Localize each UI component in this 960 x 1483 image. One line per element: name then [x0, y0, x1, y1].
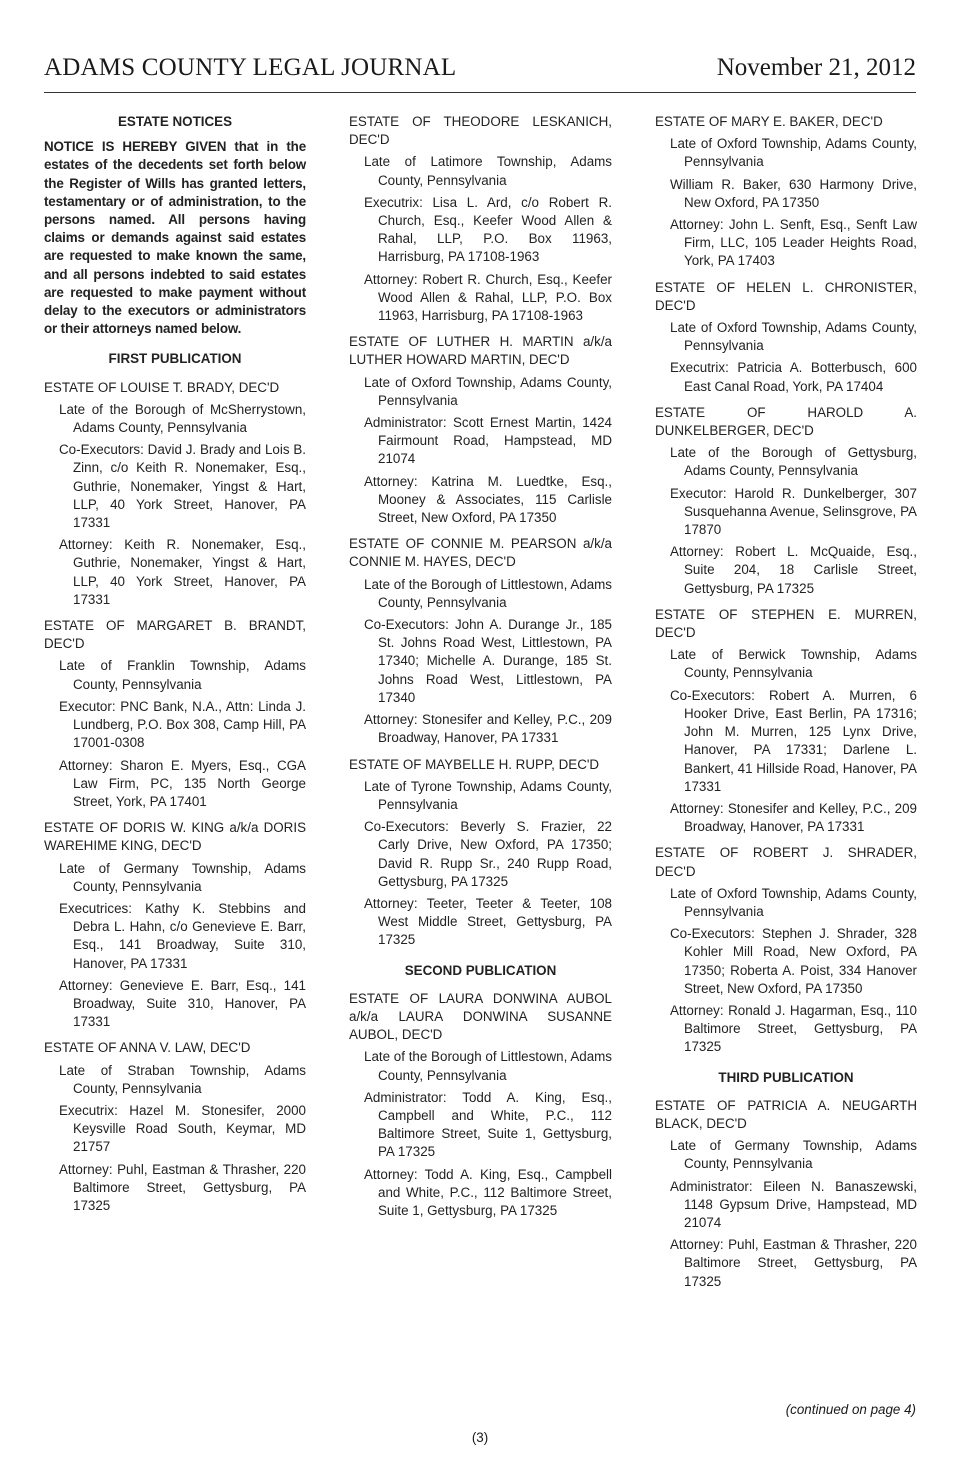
estate-detail: Administrator: Todd A. King, Esq., Campbell and White, P.C., 112 Baltimore Street, Suite 1, Gettysburg, PA 17325 — [364, 1089, 612, 1160]
estate-detail: Executrix: Lisa L. Ard, c/o Robert R. Church, Esq., Keefer Wood Allen & Rahal, LLP, P.O. Box 11963, Harrisburg, PA 17108-1963 — [364, 194, 612, 265]
estate-detail: Late of Tyrone Township, Adams County, Pennsylvania — [364, 778, 612, 812]
estate-detail: Late of Straban Township, Adams County, Pennsylvania — [59, 1062, 306, 1096]
estate-notice — [44, 617, 306, 811]
estate-title: ESTATE OF DORIS W. KING a/k/a DORIS WAREHIME KING, DEC'D — [44, 820, 306, 854]
estate-title: ESTATE OF LAURA DONWINA AUBOL a/k/a LAURA DONWINA SUSANNE AUBOL, DEC'D — [349, 990, 612, 1043]
estate-notice — [44, 1039, 306, 1215]
estate-detail: Co-Executors: Robert A. Murren, 6 Hooker Drive, East Berlin, PA 17316; John M. Murren, 125 Lynx Drive, Hanover, PA 17331; Darlene L. Bankert, 41 Hillside Road, Hanover, PA 17331 — [670, 687, 917, 794]
estate-detail: Late of Oxford Township, Adams County, Pennsylvania — [364, 374, 612, 408]
estate-detail: Late of the Borough of McSherrystown, Adams County, Pennsylvania — [59, 401, 306, 436]
estate-detail: Late of Berwick Township, Adams County, Pennsylvania — [670, 647, 917, 681]
estate-detail: Late of Oxford Township, Adams County, Pennsylvania — [670, 136, 917, 170]
estate-detail: Co-Executors: Beverly S. Frazier, 22 Carly Drive, New Oxford, PA 17350; David R. Rupp Sr., 240 Rupp Road, Gettysburg, PA 17325 — [364, 819, 612, 889]
section-title: ESTATE NOTICES — [117, 114, 233, 129]
estate-title: ESTATE OF MARGARET B. BRANDT, DEC'D — [44, 618, 306, 652]
estate-notice — [655, 1097, 917, 1291]
estate-detail: Attorney: Ronald J. Hagarman, Esq., 110 Baltimore Street, Gettysburg, PA 17325 — [670, 1002, 917, 1055]
estate-detail: Executor: PNC Bank, N.A., Attn: Linda J. Lundberg, P.O. Box 308, Camp Hill, PA 17001-0308 — [59, 698, 306, 751]
estate-detail: Attorney: Sharon E. Myers, Esq., CGA Law Firm, PC, 135 North George Street, York, PA 17401 — [59, 757, 306, 809]
page-header — [44, 54, 916, 94]
continued-note: (continued on page 4) — [785, 1402, 916, 1417]
estate-detail: William R. Baker, 630 Harmony Drive, New Oxford, PA 17350 — [670, 176, 917, 210]
estate-title: ESTATE OF PATRICIA A. NEUGARTH BLACK, DEC'D — [655, 1097, 917, 1131]
estate-notice — [349, 535, 612, 747]
intro-text: that in the estates of the decedents set forth below the Register of Wills has granted letters, testamentary or of administration, to the persons named. All persons having claims or demands against said estates are requested to make known the same, and all persons indebted to said estates are requested to make payment without delay to the executors or administrators or their attorneys named below. — [44, 139, 306, 337]
estate-detail: Attorney: Puhl, Eastman & Thrasher, 220 Baltimore Street, Gettysburg, PA 17325 — [670, 1237, 917, 1289]
estate-detail: Late of Germany Township, Adams County, Pennsylvania — [670, 1138, 917, 1172]
estate-detail: Attorney: Stonesifer and Kelley, P.C., 209 Broadway, Hanover, PA 17331 — [364, 712, 612, 746]
estate-detail: Attorney: Genevieve E. Barr, Esq., 141 Broadway, Suite 310, Hanover, PA 17331 — [59, 977, 306, 1030]
estate-title: ESTATE OF STEPHEN E. MURREN, DEC'D — [655, 606, 917, 641]
estate-detail: Administrator: Scott Ernest Martin, 1424 Fairmount Road, Hampstead, MD 21074 — [364, 415, 612, 467]
estate-detail: Late of Oxford Township, Adams County, Pennsylvania — [670, 885, 917, 919]
estate-detail: Co-Executors: Stephen J. Shrader, 328 Kohler Mill Road, New Oxford, PA 17350; Roberta A. Poist, 334 Hanover Street, New Oxford, PA 17350 — [670, 926, 917, 996]
column-3 — [655, 113, 917, 1299]
estate-detail: Late of Germany Township, Adams County, Pennsylvania — [59, 860, 306, 894]
estate-detail: Co-Executors: David J. Brady and Lois B. Zinn, c/o Keith R. Nonemaker, Esq., Guthrie, Nonemaker, Yingst & Hart, LLP, 40 York Street, Hanover, PA 17331 — [59, 442, 306, 531]
issue-date: November 21, 2012 — [716, 54, 916, 81]
estate-title: ESTATE OF LUTHER H. MARTIN a/k/a LUTHER HOWARD MARTIN, DEC'D — [349, 334, 612, 368]
column-2 — [349, 113, 612, 1228]
estate-notice — [655, 279, 917, 396]
estate-notice — [349, 990, 612, 1220]
intro-notice — [44, 138, 306, 338]
estate-title: ESTATE OF MAYBELLE H. RUPP, DEC'D — [349, 756, 600, 772]
estate-title: ESTATE OF MARY E. BAKER, DEC'D — [655, 114, 883, 129]
estate-title: ESTATE OF THEODORE LESKANICH, DEC'D — [349, 114, 612, 148]
estate-detail: Attorney: Robert R. Church, Esq., Keefer Wood Allen & Rahal, LLP, P.O. Box 11963, Harrisburg, PA 17108-1963 — [364, 271, 612, 324]
estate-detail: Executor: Harold R. Dunkelberger, 307 Susquehanna Avenue, Selinsgrove, PA 17870 — [670, 485, 917, 538]
publication-heading: THIRD PUBLICATION — [718, 1069, 854, 1085]
estate-detail: Executrix: Hazel M. Stonesifer, 2000 Keysville Road South, Keymar, MD 21757 — [59, 1102, 306, 1155]
estate-notice — [349, 113, 612, 325]
estate-title: ESTATE OF HAROLD A. DUNKELBERGER, DEC'D — [655, 404, 917, 439]
estate-notice — [349, 333, 612, 527]
estate-title: ESTATE OF ROBERT J. SHRADER, DEC'D — [655, 845, 917, 879]
estate-detail: Attorney: Puhl, Eastman & Thrasher, 220 Baltimore Street, Gettysburg, PA 17325 — [59, 1161, 306, 1213]
estate-detail: Late of the Borough of Littlestown, Adams County, Pennsylvania — [364, 1049, 612, 1083]
estate-notice — [44, 379, 306, 609]
publication-heading: SECOND PUBLICATION — [404, 962, 557, 978]
header-rule — [44, 92, 916, 93]
estate-notice — [44, 819, 306, 1031]
estate-detail: Late of the Borough of Littlestown, Adams County, Pennsylvania — [364, 576, 612, 610]
publication-heading: FIRST PUBLICATION — [108, 351, 242, 367]
estate-detail: Attorney: Keith R. Nonemaker, Esq., Guthrie, Nonemaker, Yingst & Hart, LLP, 40 York Street, Hanover, PA 17331 — [59, 537, 306, 607]
estate-detail: Attorney: Katrina M. Luedtke, Esq., Mooney & Associates, 115 Carlisle Street, New Oxford, PA 17350 — [364, 473, 612, 526]
estate-notice — [655, 606, 917, 836]
estate-notice — [349, 756, 612, 950]
estate-detail: Attorney: John L. Senft, Esq., Senft Law Firm, LLC, 105 Leader Heights Road, York, PA 17403 — [670, 217, 917, 269]
estate-detail: Attorney: Todd A. King, Esq., Campbell and White, P.C., 112 Baltimore Street, Suite 1, Gettysburg, PA 17325 — [364, 1166, 612, 1218]
estate-detail: Late of Franklin Township, Adams County, Pennsylvania — [59, 658, 306, 692]
estate-detail: Attorney: Robert L. McQuaide, Esq., Suite 204, 18 Carlisle Street, Gettysburg, PA 17325 — [670, 544, 917, 596]
estate-detail: Administrator: Eileen N. Banaszewski, 1148 Gypsum Drive, Hampstead, MD 21074 — [670, 1178, 917, 1230]
estate-detail: Executrix: Patricia A. Botterbusch, 600 East Canal Road, York, PA 17404 — [670, 360, 917, 394]
estate-detail: Attorney: Teeter, Teeter & Teeter, 108 West Middle Street, Gettysburg, PA 17325 — [364, 895, 612, 948]
estate-notice — [655, 113, 917, 271]
estate-notice — [655, 844, 917, 1056]
column-1 — [44, 113, 306, 1223]
estate-detail: Co-Executors: John A. Durange Jr., 185 St. Johns Road West, Littlestown, PA 17340; Michelle A. Durange, 185 St. Johns Road West, Littlestown, PA 17340 — [364, 617, 612, 705]
journal-title: ADAMS COUNTY LEGAL JOURNAL — [44, 54, 457, 81]
estate-title: ESTATE OF LOUISE T. BRADY, DEC'D — [44, 379, 280, 395]
estate-notice — [655, 404, 917, 598]
estate-detail: Late of Oxford Township, Adams County, Pennsylvania — [670, 320, 917, 354]
estate-title: ESTATE OF ANNA V. LAW, DEC'D — [44, 1040, 251, 1056]
estate-title: ESTATE OF CONNIE M. PEARSON a/k/a CONNIE M. HAYES, DEC'D — [349, 536, 612, 570]
estate-title: ESTATE OF HELEN L. CHRONISTER, DEC'D — [655, 279, 917, 313]
estate-detail: Late of Latimore Township, Adams County, Pennsylvania — [364, 154, 612, 188]
estate-detail: Late of the Borough of Gettysburg, Adams County, Pennsylvania — [670, 445, 917, 479]
intro-lead: NOTICE IS HEREBY GIVEN — [44, 139, 227, 155]
estate-detail: Attorney: Stonesifer and Kelley, P.C., 209 Broadway, Hanover, PA 17331 — [670, 800, 917, 835]
page-number: (3) — [471, 1430, 489, 1445]
estate-detail: Executrices: Kathy K. Stebbins and Debra L. Hahn, c/o Genevieve E. Barr, Esq., 141 Broadway, Suite 310, Hanover, PA 17331 — [59, 900, 306, 971]
